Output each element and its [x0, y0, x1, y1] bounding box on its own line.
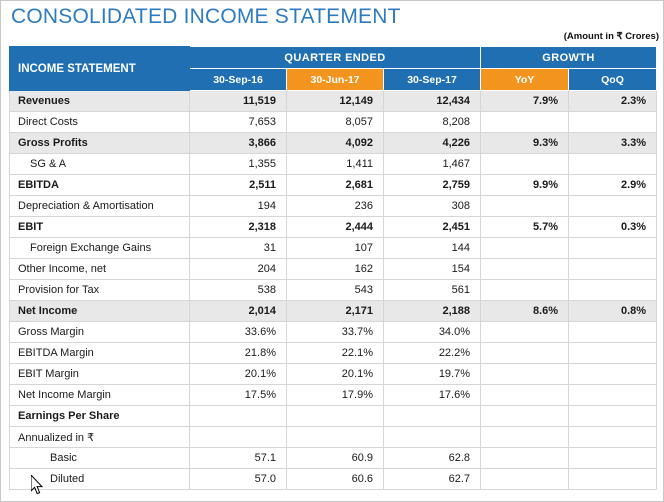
row-label: Net Income Margin: [10, 385, 190, 406]
table-row: [10, 238, 657, 259]
table-row: [10, 259, 657, 280]
row-value: 20.1%: [287, 364, 384, 385]
row-label: EBITDA Margin: [10, 343, 190, 364]
row-value: 162: [287, 259, 384, 280]
row-value: 0.8%: [569, 301, 657, 322]
column-header-30-jun-17: 30-Jun-17: [287, 69, 384, 91]
row-value: 543: [287, 280, 384, 301]
row-value: [481, 196, 569, 217]
row-value: 2,759: [384, 175, 481, 196]
row-value: [481, 427, 569, 448]
amount-units-note: (Amount in ₹ Crores): [563, 31, 659, 42]
row-value: 22.1%: [287, 343, 384, 364]
row-value: 57.1: [190, 448, 287, 469]
row-value: [384, 406, 481, 427]
row-label: SG & A: [10, 154, 190, 175]
row-label: Diluted: [10, 469, 190, 490]
row-value: 154: [384, 259, 481, 280]
table-row: [10, 91, 657, 112]
row-value: [569, 322, 657, 343]
row-value: 0.3%: [569, 217, 657, 238]
row-value: 3.3%: [569, 133, 657, 154]
row-label: Foreign Exchange Gains: [10, 238, 190, 259]
row-value: [569, 112, 657, 133]
row-value: 17.6%: [384, 385, 481, 406]
table-head: [10, 47, 657, 91]
row-value: 7.9%: [481, 91, 569, 112]
row-value: 1,355: [190, 154, 287, 175]
table-row: [10, 364, 657, 385]
row-label: Direct Costs: [10, 112, 190, 133]
row-value: 5.7%: [481, 217, 569, 238]
row-value: [569, 364, 657, 385]
row-label: Basic: [10, 448, 190, 469]
row-value: 538: [190, 280, 287, 301]
row-value: [569, 385, 657, 406]
table-row: [10, 385, 657, 406]
row-label: EBITDA: [10, 175, 190, 196]
row-value: [481, 238, 569, 259]
table-row: [10, 301, 657, 322]
row-value: 9.9%: [481, 175, 569, 196]
row-value: 12,434: [384, 91, 481, 112]
row-value: 17.9%: [287, 385, 384, 406]
row-value: 2,451: [384, 217, 481, 238]
row-value: [569, 343, 657, 364]
row-value: [481, 469, 569, 490]
row-label: Net Income: [10, 301, 190, 322]
table-row: [10, 322, 657, 343]
row-value: 8.6%: [481, 301, 569, 322]
row-label: Annualized in ₹: [10, 427, 190, 448]
row-label: EBIT Margin: [10, 364, 190, 385]
row-value: 7,653: [190, 112, 287, 133]
row-value: [287, 406, 384, 427]
row-value: [481, 448, 569, 469]
row-value: [569, 406, 657, 427]
table-row: [10, 406, 657, 427]
table-row: [10, 469, 657, 490]
row-value: 33.7%: [287, 322, 384, 343]
row-label: Gross Profits: [10, 133, 190, 154]
row-value: 9.3%: [481, 133, 569, 154]
row-value: [481, 154, 569, 175]
row-value: [569, 427, 657, 448]
column-group-quarter-ended: QUARTER ENDED: [190, 47, 481, 69]
row-value: 60.6: [287, 469, 384, 490]
row-value: 561: [384, 280, 481, 301]
row-value: [481, 259, 569, 280]
column-header-30-sep-17: 30-Sep-17: [384, 69, 481, 91]
row-label: Other Income, net: [10, 259, 190, 280]
row-label: Revenues: [10, 91, 190, 112]
page-title: CONSOLIDATED INCOME STATEMENT: [11, 5, 401, 28]
row-label: Earnings Per Share: [10, 406, 190, 427]
row-value: 3,866: [190, 133, 287, 154]
row-value: 2,511: [190, 175, 287, 196]
row-value: 31: [190, 238, 287, 259]
row-value: 308: [384, 196, 481, 217]
row-value: [481, 343, 569, 364]
row-value: [569, 469, 657, 490]
row-value: [569, 154, 657, 175]
row-value: [287, 427, 384, 448]
table-row: [10, 112, 657, 133]
row-value: 144: [384, 238, 481, 259]
row-value: [481, 322, 569, 343]
table-row: [10, 448, 657, 469]
table-row: [10, 217, 657, 238]
table-row: [10, 133, 657, 154]
row-value: [569, 238, 657, 259]
table-group-header-row: [10, 47, 657, 69]
row-label: Provision for Tax: [10, 280, 190, 301]
row-value: 107: [287, 238, 384, 259]
row-value: [481, 112, 569, 133]
row-value: 236: [287, 196, 384, 217]
row-value: [569, 280, 657, 301]
row-value: [481, 280, 569, 301]
table-row: [10, 280, 657, 301]
row-value: [384, 427, 481, 448]
row-value: 62.8: [384, 448, 481, 469]
table-body: [10, 91, 657, 490]
row-value: 2,188: [384, 301, 481, 322]
row-value: 8,057: [287, 112, 384, 133]
row-value: 1,467: [384, 154, 481, 175]
row-value: 2.9%: [569, 175, 657, 196]
table-row: [10, 154, 657, 175]
row-value: [569, 448, 657, 469]
row-value: 12,149: [287, 91, 384, 112]
row-value: [481, 406, 569, 427]
row-value: 19.7%: [384, 364, 481, 385]
row-value: [190, 406, 287, 427]
row-value: 20.1%: [190, 364, 287, 385]
row-value: 4,226: [384, 133, 481, 154]
row-value: [481, 364, 569, 385]
row-label: EBIT: [10, 217, 190, 238]
table-row: [10, 175, 657, 196]
row-label: Gross Margin: [10, 322, 190, 343]
row-value: 2,318: [190, 217, 287, 238]
row-value: 11,519: [190, 91, 287, 112]
row-value: 2,171: [287, 301, 384, 322]
row-value: 1,411: [287, 154, 384, 175]
column-group-growth: GROWTH: [481, 47, 657, 69]
row-value: 21.8%: [190, 343, 287, 364]
row-value: 204: [190, 259, 287, 280]
row-header-label: INCOME STATEMENT: [10, 47, 190, 91]
row-value: 2.3%: [569, 91, 657, 112]
row-value: [481, 385, 569, 406]
row-value: [569, 196, 657, 217]
row-value: 33.6%: [190, 322, 287, 343]
column-header-qoq: QoQ: [569, 69, 657, 91]
row-value: 62.7: [384, 469, 481, 490]
row-value: 22.2%: [384, 343, 481, 364]
row-value: 34.0%: [384, 322, 481, 343]
row-value: 17.5%: [190, 385, 287, 406]
column-header-30-sep-16: 30-Sep-16: [190, 69, 287, 91]
row-value: 2,014: [190, 301, 287, 322]
table-row: [10, 343, 657, 364]
row-label: Depreciation & Amortisation: [10, 196, 190, 217]
row-value: 2,444: [287, 217, 384, 238]
row-value: 2,681: [287, 175, 384, 196]
row-value: 60.9: [287, 448, 384, 469]
table-row: [10, 196, 657, 217]
column-header-yoy: YoY: [481, 69, 569, 91]
row-value: 57.0: [190, 469, 287, 490]
row-value: 8,208: [384, 112, 481, 133]
row-value: 194: [190, 196, 287, 217]
income-statement-table: [9, 46, 657, 490]
row-value: 4,092: [287, 133, 384, 154]
table-row: [10, 427, 657, 448]
row-value: [569, 259, 657, 280]
row-value: [190, 427, 287, 448]
